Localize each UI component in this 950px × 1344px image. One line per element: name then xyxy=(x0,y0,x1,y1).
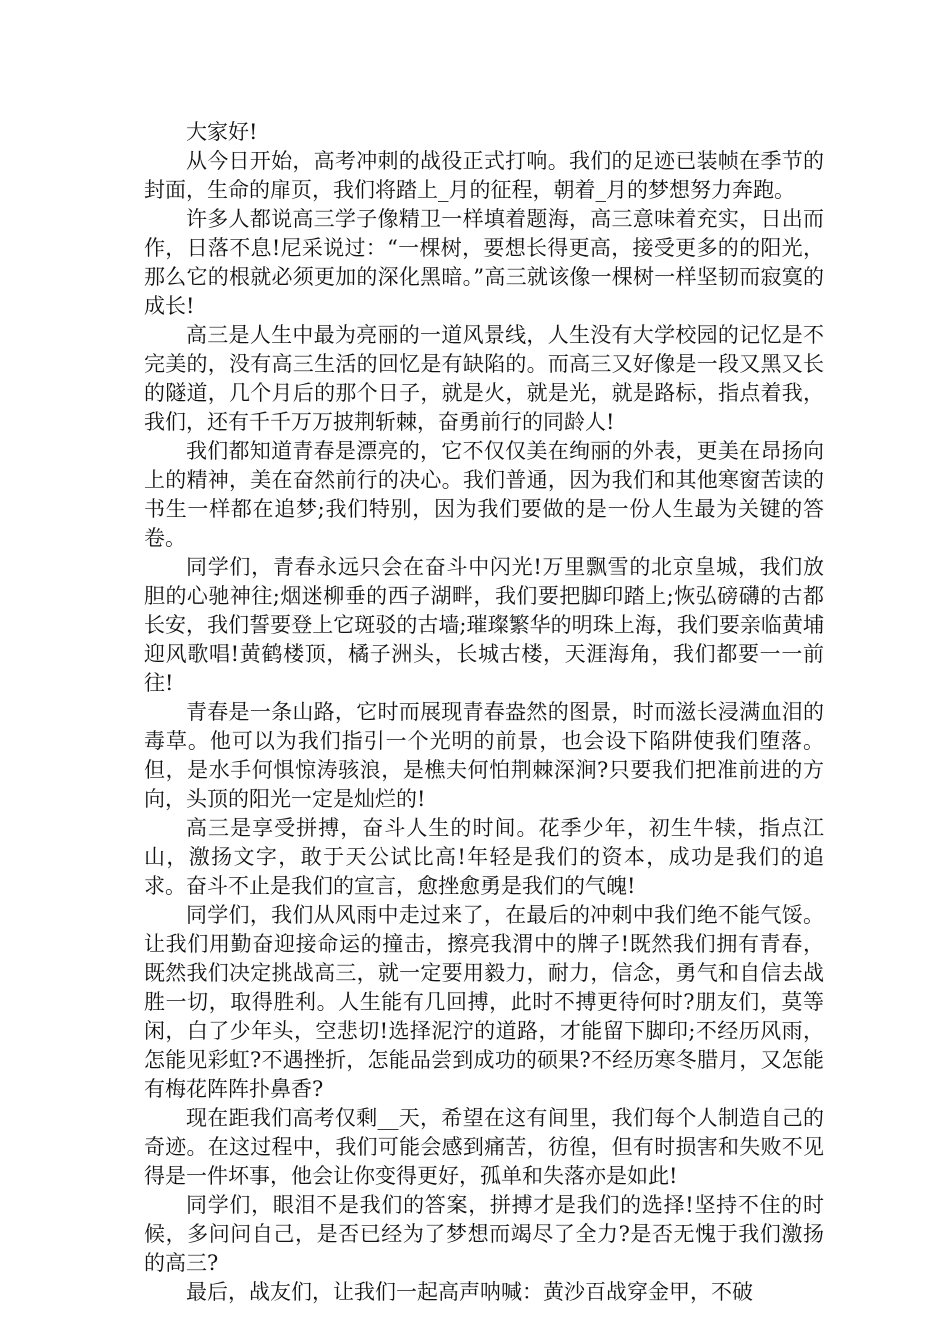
greeting-paragraph: 大家好! xyxy=(186,120,258,144)
document-body xyxy=(144,118,824,1307)
body-paragraph-4: 我们都知道青春是漂亮的，它不仅仅美在绚丽的外表，更美在昂扬向上的精神，美在奋然前行的决心。我们普通，因为我们和其他寒窗苦读的书生一样都在追梦;我们特别，因为我们要做的是一份人生最为关键的答卷。 xyxy=(144,439,824,550)
body-paragraph-11: 最后，战友们，让我们一起高声呐喊：黄沙百战穿金甲，不破 xyxy=(186,1280,753,1304)
body-paragraph-2: 许多人都说高三学子像精卫一样填着题海，高三意味着充实，日出而作，日落不息!尼采说过：“一棵树，要想长得更高，接受更多的的阳光，那么它的根就必须更加的深化黑暗。”高三就该像一棵树一样坚韧而寂寞的成长! xyxy=(144,207,824,318)
body-paragraph-10: 同学们，眼泪不是我们的答案，拼搏才是我们的选择!坚持不住的时候，多问问自己，是否已经为了梦想而竭尽了全力?是否无愧于我们激扬的高三? xyxy=(144,1193,824,1275)
body-paragraph-3: 高三是人生中最为亮丽的一道风景线，人生没有大学校园的记忆是不完美的，没有高三生活的回忆是有缺陷的。而高三又好像是一段又黑又长的隧道，几个月后的那个日子，就是火，就是光，就是路标，指点着我，我们，还有千千万万披荆斩棘，奋勇前行的同龄人! xyxy=(144,323,824,434)
body-paragraph-1: 从今日开始，高考冲刺的战役正式打响。我们的足迹已装帧在季节的封面，生命的扉页，我们将踏上_月的征程，朝着_月的梦想努力奔跑。 xyxy=(144,149,824,202)
body-paragraph-7: 高三是享受拼搏，奋斗人生的时间。花季少年，初生牛犊，指点江山，激扬文字，敢于天公试比高!年轻是我们的资本，成功是我们的追求。奋斗不止是我们的宣言，愈挫愈勇是我们的气魄! xyxy=(144,816,824,898)
body-paragraph-8: 同学们，我们从风雨中走过来了，在最后的冲刺中我们绝不能气馁。让我们用勤奋迎接命运的撞击，擦亮我渭中的牌子!既然我们拥有青春，既然我们决定挑战高三，就一定要用毅力，耐力，信念，勇气和自信去战胜一切，取得胜利。人生能有几回搏，此时不搏更待何时?朋友们，莫等闲，白了少年头，空悲切!选择泥泞的道路，才能留下脚印;不经历风雨，怎能见彩虹?不遇挫折，怎能品尝到成功的硕果?不经历寒冬腊月，又怎能有梅花阵阵扑鼻香? xyxy=(144,903,824,1101)
body-paragraph-5: 同学们，青春永远只会在奋斗中闪光!万里飘雪的北京皇城，我们放胆的心驰神往;烟迷柳垂的西子湖畔，我们要把脚印踏上;恢弘磅礴的古都长安，我们誓要登上它斑驳的古墙;璀璨繁华的明珠上海，我们要亲临黄埔迎风歌唱!黄鹤楼顶，橘子洲头，长城古楼，天涯海角，我们都要一一前往! xyxy=(144,555,824,695)
body-paragraph-9: 现在距我们高考仅剩__天，希望在这有间里，我们每个人制造自己的奇迹。在这过程中，我们可能会感到痛苦，彷徨，但有时损害和失败不见得是一件坏事，他会让你变得更好，孤单和失落亦是如此! xyxy=(144,1106,824,1188)
body-paragraph-6: 青春是一条山路，它时而展现青春盎然的图景，时而滋长浸满血泪的毒草。他可以为我们指引一个光明的前景，也会设下陷阱使我们堕落。但，是水手何惧惊涛骇浪，是樵夫何怕荆棘深涧?只要我们把准前进的方向，头顶的阳光一定是灿烂的! xyxy=(144,700,824,811)
